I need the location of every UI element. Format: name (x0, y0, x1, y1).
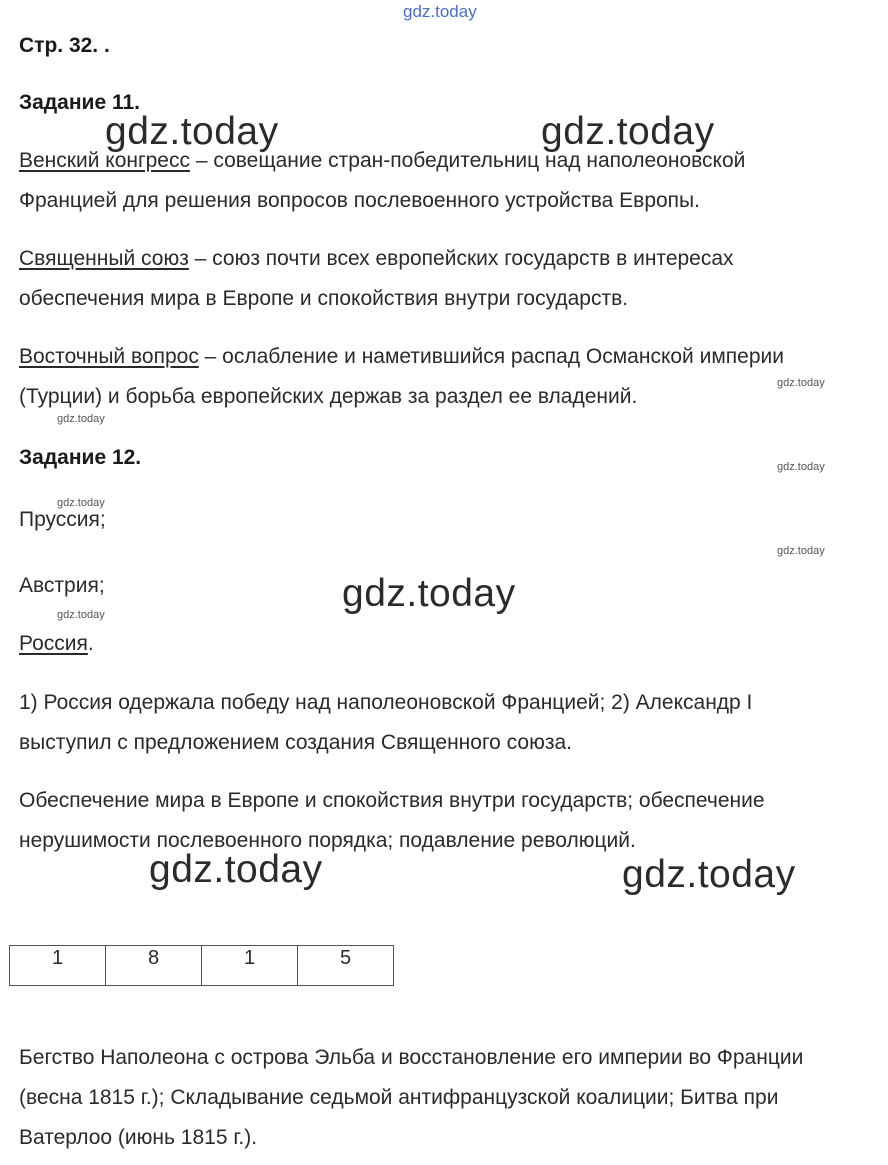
watermark-big: gdz.today (622, 853, 796, 896)
page-label: Стр. 32. . (19, 34, 110, 57)
country-russia (19, 624, 94, 664)
definition-text: (Турции) и борьба европейских держав за раздел ее владений. (19, 385, 638, 408)
reasons-line: выступил с предложением создания Священного союза. (19, 731, 572, 754)
year-digit-cell: 5 (298, 946, 394, 986)
definition-vienna-congress (19, 141, 745, 221)
country-russia-period: . (87, 632, 94, 655)
events-line: (весна 1815 г.); Складывание седьмой антифранцузской коалиции; Битва при (19, 1086, 779, 1109)
term-eastern-question: Восточный вопрос (19, 345, 199, 368)
goals-paragraph (19, 781, 765, 861)
events-paragraph (19, 1038, 803, 1158)
reasons-paragraph (19, 683, 752, 763)
watermark-big: gdz.today (105, 110, 279, 153)
watermark-top: gdz.today (403, 2, 477, 21)
watermark-small: gdz.today (777, 461, 825, 473)
watermark-big: gdz.today (149, 848, 323, 891)
definition-text: – ослабление и наметившийся распад Османской империи (198, 345, 784, 368)
watermark-small: gdz.today (777, 545, 825, 557)
definition-text: обеспечения мира в Европе и спокойствия внутри государств. (19, 287, 629, 310)
goals-line: Обеспечение мира в Европе и спокойствия внутри государств; обеспечение (19, 789, 765, 812)
definition-eastern-question (19, 337, 784, 417)
year-digit-cell: 1 (10, 946, 106, 986)
term-vienna-congress: Венский конгресс (19, 149, 190, 172)
definition-holy-alliance (19, 239, 734, 319)
year-table (9, 945, 394, 986)
definition-text: – союз почти всех европейских государств в интересах (188, 247, 734, 270)
events-line: Бегство Наполеона с острова Эльба и восстановление его империи во Франции (19, 1046, 804, 1069)
watermark-small: gdz.today (57, 497, 105, 509)
year-digit-cell: 8 (106, 946, 202, 986)
task-11-heading: Задание 11. (19, 91, 140, 114)
term-holy-alliance: Священный союз (19, 247, 189, 270)
watermark-big: gdz.today (342, 572, 516, 615)
year-digit-cell: 1 (202, 946, 298, 986)
watermark-big: gdz.today (541, 110, 715, 153)
country-russia-name: Россия (19, 632, 88, 655)
table-row (10, 946, 394, 986)
watermark-small: gdz.today (57, 609, 105, 621)
watermark-small: gdz.today (777, 377, 825, 389)
reasons-line: 1) Россия одержала победу над наполеоновской Францией; 2) Александр I (19, 691, 753, 714)
watermark-small: gdz.today (57, 413, 105, 425)
country-prussia: Пруссия; (19, 508, 106, 531)
goals-line: нерушимости послевоенного порядка; подавление революций. (19, 829, 636, 852)
events-line: Ватерлоо (июнь 1815 г.). (19, 1126, 258, 1149)
country-austria: Австрия; (19, 574, 105, 597)
task-12-heading: Задание 12. (19, 446, 142, 469)
definition-text: – совещание стран-победительниц над наполеоновской (189, 149, 746, 172)
definition-text: Францией для решения вопросов послевоенного устройства Европы. (19, 189, 700, 212)
